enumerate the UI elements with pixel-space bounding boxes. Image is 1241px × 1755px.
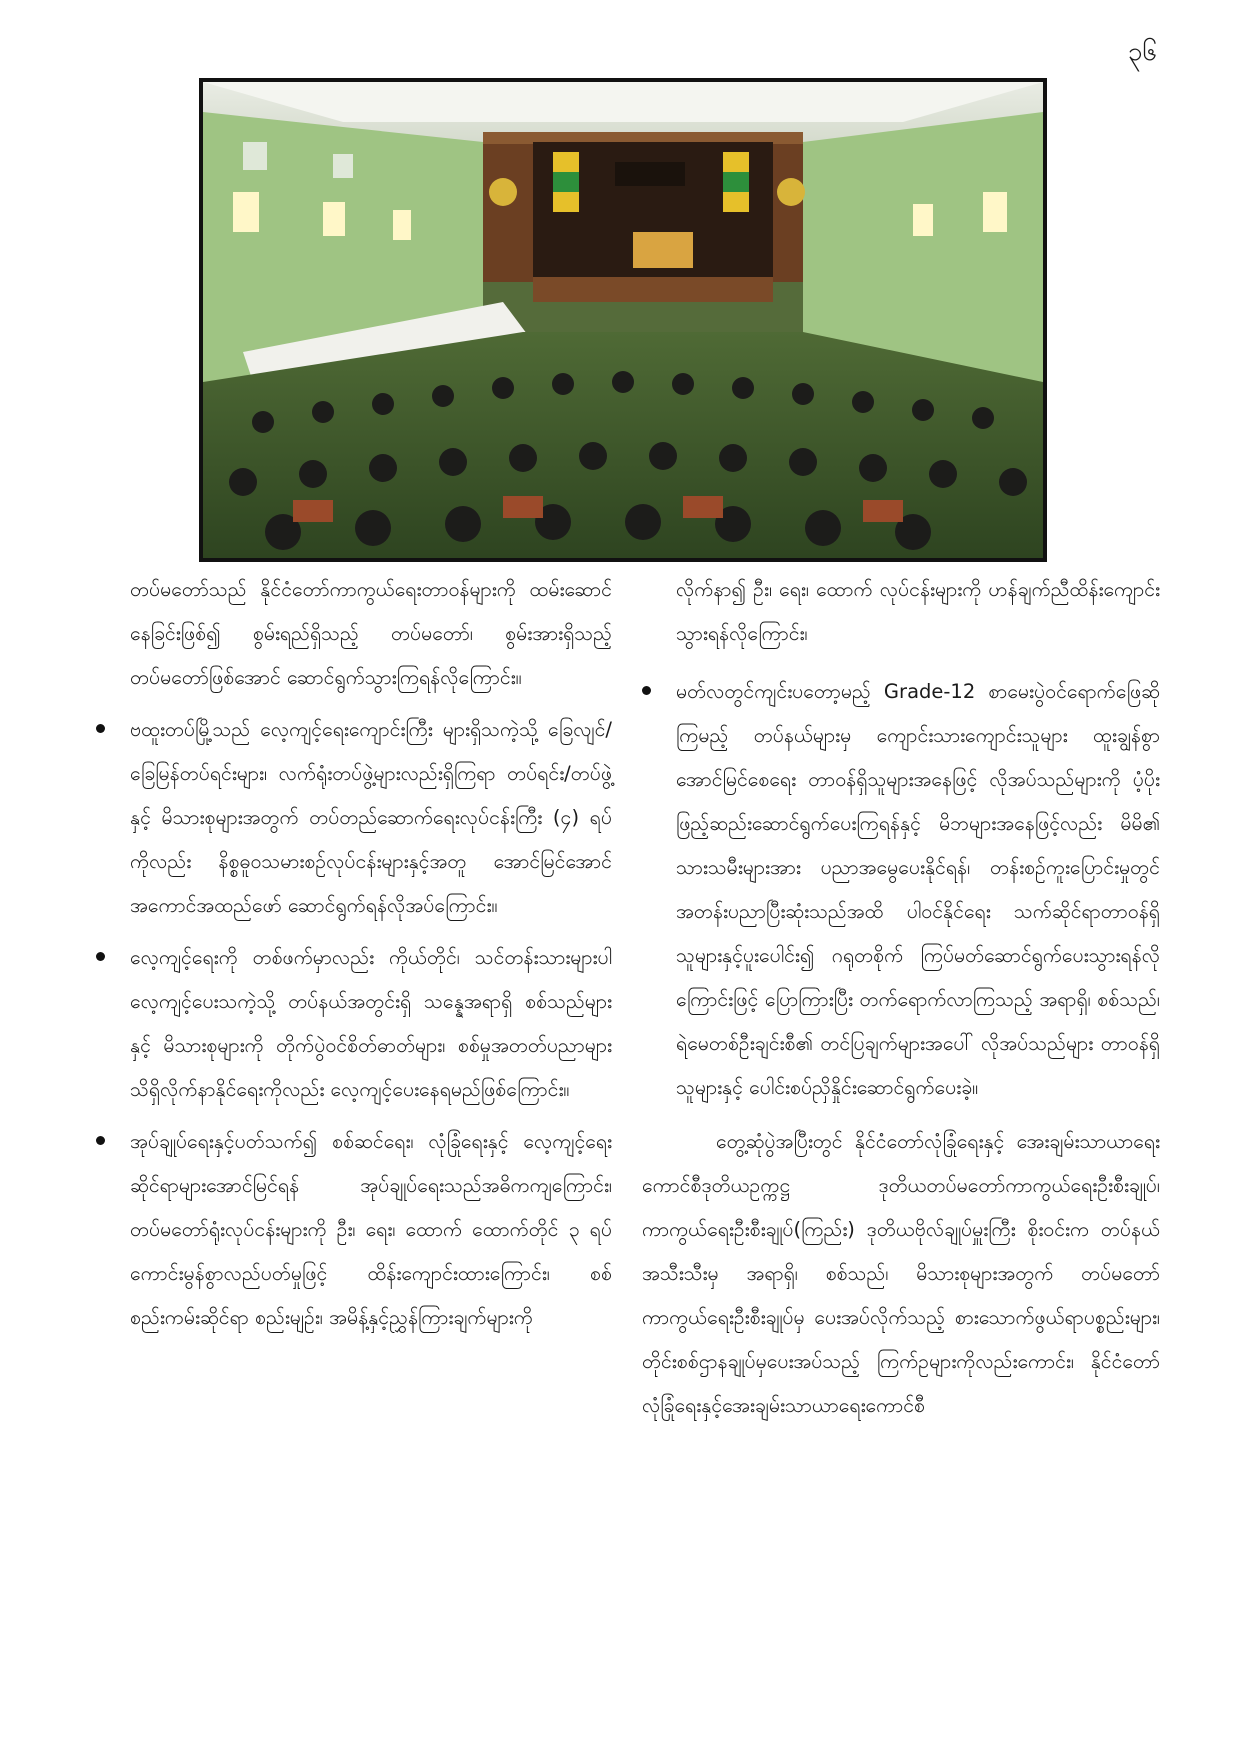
bullet-icon bbox=[96, 1136, 105, 1145]
lead-paragraph: တပ်မတော်သည် နိုင်ငံတော်ကာကွယ်ရေးတာဝန်များကို ထမ်းဆောင်နေခြင်းဖြစ်၍ စွမ်းရည်ရှိသည့် တပ်မတော်၊ စွမ်းအားရှိသည့်တပ်မတော်ဖြစ်အောင် ဆောင်ရွက်သွားကြရန်လိုကြောင်း။ bbox=[130, 578, 612, 689]
continuation-paragraph: လိုက်နာ၍ ဦး၊ ရေး၊ ထောက် လုပ်ငန်းများကို ဟန်ချက်ညီထိန်းကျောင်းသွားရန်လိုကြောင်း၊ bbox=[676, 578, 1160, 645]
bullet-text: ဗထူးတပ်မြို့သည် လေ့ကျင့်ရေးကျောင်းကြီး များရှိသကဲ့သို့ ခြေလျင်/ခြေမြန်တပ်ရင်းများ၊ လက်ရုံးတပ်ဖွဲ့များလည်းရှိကြရာ တပ်ရင်း/တပ်ဖွဲ့နှင့် မိသားစုများအတွက် တပ်တည်ဆောက်ရေးလုပ်ငန်းကြီး (၄) ရပ်ကိုလည်း နိစ္စဓူဝသမားစဉ်လုပ်ငန်းများနှင့်အတူ အောင်မြင်အောင် အကောင်အထည်ဖော် ဆောင်ရွက်ရန်လိုအပ်ကြောင်း။ bbox=[130, 718, 612, 917]
meeting-hall-illustration bbox=[203, 82, 1043, 558]
list-item bbox=[96, 708, 612, 928]
bullet-text: လေ့ကျင့်ရေးကို တစ်ဖက်မှာလည်း ကိုယ်တိုင်၊ သင်တန်းသားများပါ လေ့ကျင့်ပေးသကဲ့သို့ တပ်နယ်အတွင်းရှိ သန္နေအရာရှိ စစ်သည်များနှင့် မိသားစုများကို တိုက်ပွဲဝင်စိတ်ဓာတ်များ၊ စစ်မှုအတတ်ပညာများ သိရှိလိုက်နာနိုင်ရေးကိုလည်း လေ့ကျင့်ပေးနေရမည်ဖြစ်ကြောင်း။ bbox=[130, 946, 612, 1101]
bullet-text: မတ်လတွင်ကျင်းပတော့မည့် Grade-12 စာမေးပွဲဝင်ရောက်ဖြေဆိုကြမည့် တပ်နယ်များမှ ကျောင်းသားကျောင်းသူများ ထူးချွန်စွာအောင်မြင်စေရေး တာဝန်ရှိသူများအနေဖြင့် လိုအပ်သည်များကို ပံ့ပိုးဖြည့်ဆည်းဆောင်ရွက်ပေးကြရန်နှင့် မိဘများအနေဖြင့်လည်း မိမိ၏ သားသမီးများအား ပညာအမွေပေးနိုင်ရန်၊ တန်းစဉ်ကူးပြောင်းမှုတွင် အတန်းပညာပြီးဆုံးသည်အထိ ပါဝင်နိုင်ရေး သက်ဆိုင်ရာတာဝန်ရှိသူများနှင့်ပူးပေါင်း၍ ဂရုတစိုက် ကြပ်မတ်ဆောင်ရွက်ပေးသွားရန်လိုကြောင်းဖြင့် ပြောကြားပြီး တက်ရောက်လာကြသည့် အရာရှိ၊ စစ်သည်၊ ရဲမေတစ်ဦးချင်းစီ၏ တင်ပြချက်များအပေါ် လိုအပ်သည်များ တာဝန်ရှိသူများနှင့် ပေါင်းစပ်ညှိနှိုင်းဆောင်ရွက်ပေးခဲ့။ bbox=[676, 680, 1160, 1099]
right-bullet-list bbox=[642, 670, 1160, 1110]
list-item bbox=[642, 670, 1160, 1110]
closing-paragraph: တွေ့ဆုံပွဲအပြီးတွင် နိုင်ငံတော်လုံခြုံရေးနှင့် အေးချမ်းသာယာရေးကောင်စီဒုတိယဥက္ကဋ္ဌ ဒုတိယတပ်မတော်ကာကွယ်ရေးဦးစီးချုပ်၊ ကာကွယ်ရေးဦးစီးချုပ်(ကြည်း) ဒုတိယဗိုလ်ချုပ်မှူးကြီး စိုးဝင်းက တပ်နယ်အသီးသီးမှ အရာရှိ၊ စစ်သည်၊ မိသားစုများအတွက် တပ်မတော်ကာကွယ်ရေးဦးစီးချုပ်မှ ပေးအပ်လိုက်သည့် စားသောက်ဖွယ်ရာပစ္စည်းများ၊ တိုင်းစစ်ဌာနချုပ်မှပေးအပ်သည့် ကြက်ဥများကိုလည်းကောင်း၊ နိုင်ငံတော်လုံခြုံရေးနှင့်အေးချမ်းသာယာရေးကောင်စီ bbox=[642, 1130, 1160, 1417]
bullet-icon bbox=[96, 952, 105, 961]
meeting-hall-photo bbox=[199, 78, 1047, 562]
page-number: ၃၆ bbox=[1127, 37, 1157, 67]
left-column bbox=[96, 568, 612, 1340]
right-column bbox=[642, 568, 1160, 1428]
list-item bbox=[96, 1120, 612, 1340]
bullet-text: အုပ်ချုပ်ရေးနှင့်ပတ်သက်၍ စစ်ဆင်ရေး၊ လုံခြုံရေးနှင့် လေ့ကျင့်ရေးဆိုင်ရာများအောင်မြင်ရန် အုပ်ချုပ်ရေးသည်အဓိကကျကြောင်း၊ တပ်မတော်ရုံးလုပ်ငန်းများကို ဦး၊ ရေး၊ ထောက် ထောက်တိုင် ၃ ရပ် ကောင်းမွန်စွာလည်ပတ်မှုဖြင့် ထိန်းကျောင်းထားကြောင်း၊ စစ်စည်းကမ်းဆိုင်ရာ စည်းမျဉ်း၊ အမိန့်နှင့်ညွှန်ကြားချက်များကို bbox=[130, 1130, 612, 1329]
left-bullet-list bbox=[96, 708, 612, 1340]
bullet-icon bbox=[96, 724, 105, 733]
list-item bbox=[96, 936, 612, 1112]
bullet-icon bbox=[642, 686, 651, 695]
